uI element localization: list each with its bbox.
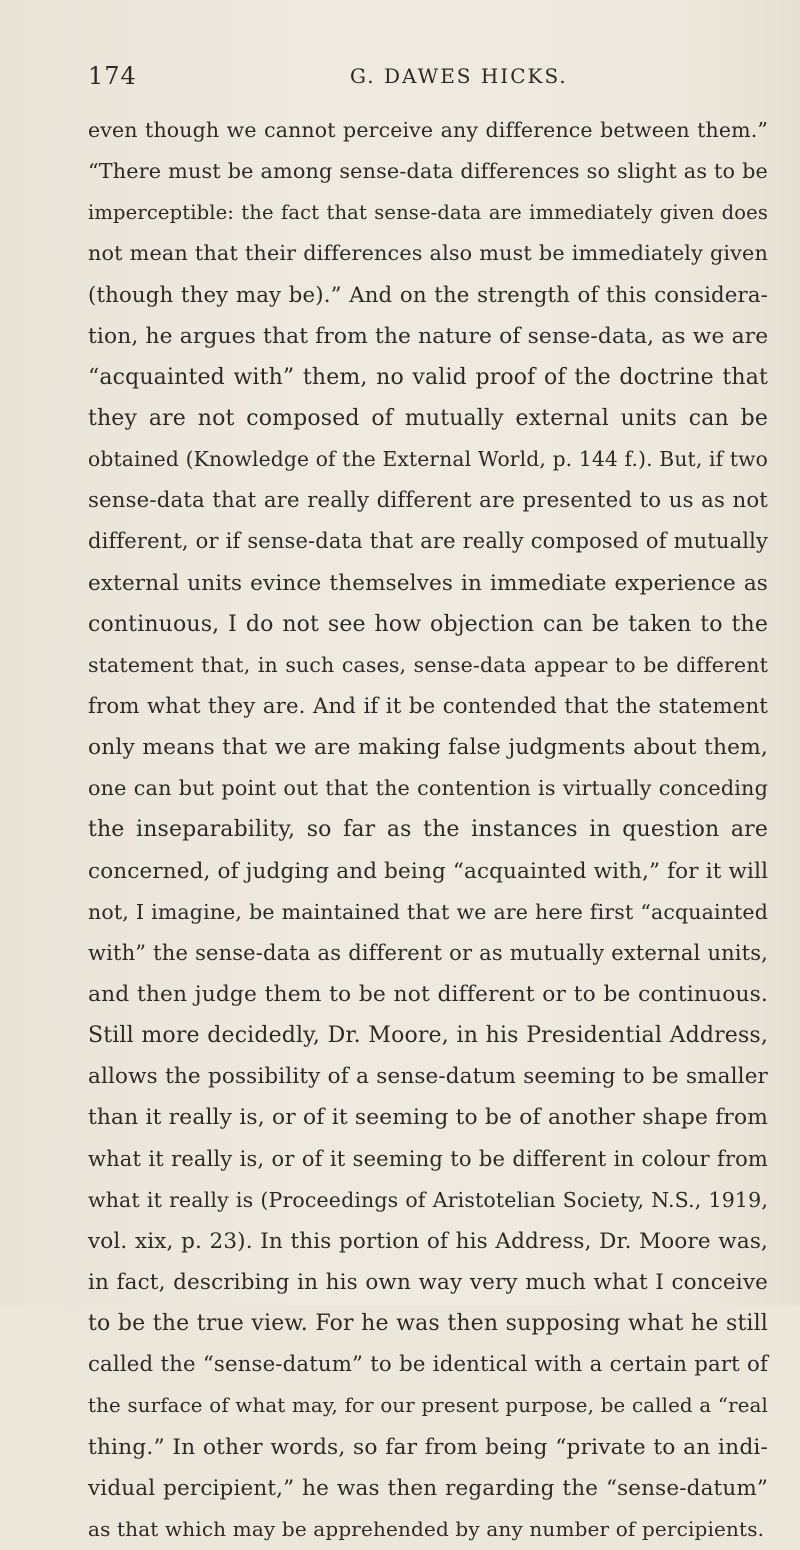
text-line: only means that we are making false judgments about them,	[88, 735, 768, 761]
text-line: with” the sense-data as different or as mutually external units,	[88, 940, 768, 965]
text-line: the surface of what may, for our present purpose, be called a “real	[88, 1394, 768, 1418]
text-line: Still more decidedly, Dr. Moore, in his Presidential Address,	[88, 1023, 768, 1049]
text-line: (though they may be).” And on the strength of this considera-	[88, 282, 768, 308]
page-number: 174	[88, 62, 137, 90]
text-line: concerned, of judging and being “acquainted with,” for it will	[88, 858, 769, 884]
text-line: thing.” In other words, so far from being “private to an indi-	[88, 1434, 768, 1460]
text-line: than it really is, or of it seeming to be of another shape from	[88, 1105, 768, 1131]
text-line: “There must be among sense-data differences so slight as to be	[88, 159, 768, 184]
text-line: vol. xix, p. 23). In this portion of his Address, Dr. Moore was,	[88, 1228, 768, 1254]
text-line: and then judge them to be not different or to be continuous.	[88, 981, 768, 1007]
text-line: obtained (Knowledge of the External World, p. 144 f.). But, if two	[88, 447, 768, 472]
text-line: continuous, I do not see how objection can be taken to the	[88, 611, 768, 637]
text-line: from what they are. And if it be contended that the statement	[88, 693, 768, 719]
text-line: “acquainted with” them, no valid proof of the doctrine that	[88, 364, 768, 390]
text-line: as that which may be apprehended by any number of percipients.	[88, 1516, 765, 1541]
text-line: external units evince themselves in immediate experience as	[88, 570, 768, 596]
text-line: imperceptible: the fact that sense-data are immediately given does	[88, 201, 768, 225]
running-head: G. DAWES HICKS.	[350, 64, 568, 88]
body-text	[88, 110, 768, 1550]
text-line: they are not composed of mutually external units can be	[88, 405, 768, 431]
text-line: even though we cannot perceive any difference between them.”	[88, 118, 768, 142]
text-line: vidual percipient,” he was then regarding the “sense-datum”	[88, 1475, 768, 1501]
text-line: the inseparability, so far as the instances in question are	[88, 817, 768, 843]
text-line: not, I imagine, be maintained that we are here first “acquainted	[88, 899, 768, 924]
page-header	[88, 62, 748, 92]
text-line: in fact, describing in his own way very much what I conceive	[88, 1269, 768, 1295]
text-line: sense-data that are really different are presented to us as not	[88, 488, 768, 514]
text-line: different, or if sense-data that are really composed of mutually	[88, 529, 768, 554]
text-line: tion, he argues that from the nature of sense-data, as we are	[88, 323, 769, 349]
text-line: allows the possibility of a sense-datum seeming to be smaller	[88, 1064, 768, 1090]
text-line: called the “sense-datum” to be identical with a certain part of	[88, 1352, 768, 1378]
text-line: statement that, in such cases, sense-data appear to be different	[88, 652, 768, 677]
text-line: to be the true view. For he was then supposing what he still	[88, 1311, 768, 1337]
text-line: what it really is (Proceedings of Aristotelian Society, N.S., 1919,	[88, 1187, 768, 1212]
text-line: one can but point out that the contention is virtually conceding	[88, 776, 768, 801]
text-line: not mean that their differences also must be immediately given	[88, 241, 768, 266]
text-line: what it really is, or of it seeming to be different in colour from	[88, 1146, 768, 1171]
